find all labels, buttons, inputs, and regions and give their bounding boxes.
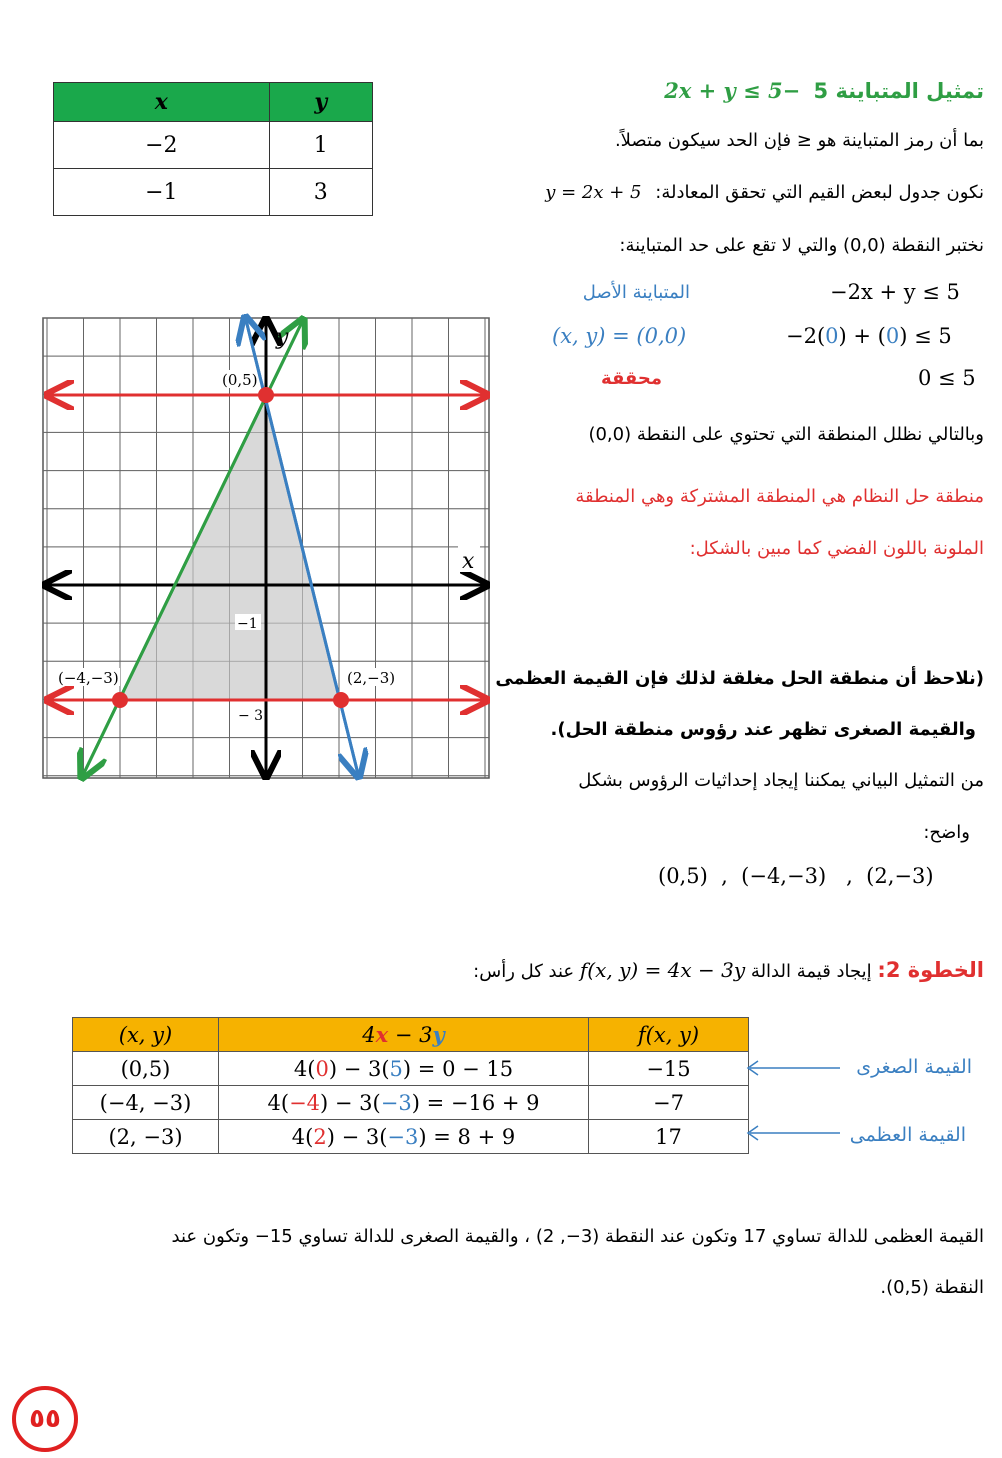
eval-f-value: 17 xyxy=(589,1120,749,1154)
line-solution-region-1: منطقة حل النظام هي المنطقة المشتركة وهي المنطقة xyxy=(575,486,984,507)
evaluation-table-header xyxy=(73,1018,749,1052)
table-cell: −1 xyxy=(54,169,270,216)
min-value-label: القيمة الصغرى xyxy=(856,1056,972,1078)
check2-mid: ) + ( xyxy=(838,324,886,348)
eval-f-value: −15 xyxy=(589,1052,749,1086)
step2-line xyxy=(473,958,984,982)
line-vertices-intro: من التمثيل البياني يمكننا إيجاد إحداثيات الرؤوس بشكل xyxy=(578,770,984,791)
max-value-label: القيمة العظمى xyxy=(849,1124,966,1146)
line-note-1: (نلاحظ أن منطقة الحل مغلقة لذلك فإن القيمة العظمى xyxy=(495,668,984,689)
eval-work: 4(0) − 3(5) = 0 − 15 xyxy=(219,1052,589,1086)
line-shade: وبالتالي نظلل المنطقة التي تحتوي على النقطة (0,0) xyxy=(588,424,984,445)
table-row xyxy=(73,1086,749,1120)
check2-post: ) ≤ 5 xyxy=(899,324,952,348)
vertex-minus4-minus3 xyxy=(112,692,128,708)
eval-x: −4 xyxy=(289,1090,321,1115)
eval-y: 5 xyxy=(389,1056,403,1081)
tick-label-minus1: −1 xyxy=(237,616,258,632)
eval-work: 4(2) − 3(−3) = 8 + 9 xyxy=(219,1120,589,1154)
line-clear: واضح: xyxy=(923,822,970,843)
value-table xyxy=(53,82,373,216)
eval-header-f: f(x, y) xyxy=(589,1018,749,1052)
boundary-equation: y = 2x + 5 xyxy=(545,182,642,203)
vertices-list: (0,5) , (−4,−3) , (2,−3) xyxy=(658,864,934,888)
value-table-header xyxy=(54,83,373,122)
page-number-badge: ٥٥ xyxy=(12,1386,78,1452)
table-intro-text: نكون جدول لبعض القيم التي تحقق المعادلة: xyxy=(655,182,984,203)
step2-label: الخطوة 2: xyxy=(877,958,984,982)
check2-expression xyxy=(786,324,952,348)
eval-point: (0,5) xyxy=(73,1052,219,1086)
eval-x: 2 xyxy=(313,1124,327,1149)
vertex-2-minus3 xyxy=(333,692,349,708)
eval-point: (2, −3) xyxy=(73,1120,219,1154)
table-row xyxy=(73,1120,749,1154)
eval-work: 4(−4) − 3(−3) = −16 + 9 xyxy=(219,1086,589,1120)
line-table-intro xyxy=(545,182,984,203)
label-vertex-0-5: (0,5) xyxy=(222,371,258,389)
step2-text: إيجاد قيمة الدالة xyxy=(750,961,872,982)
line-solution-region-2: الملونة باللون الفضي كما مبين بالشكل: xyxy=(689,538,984,559)
table-cell: 1 xyxy=(269,122,372,169)
heading-expression: −2x + y ≤ 5 xyxy=(664,78,801,103)
eval-rhs: 0 − 15 xyxy=(442,1056,514,1081)
eval-header-point: (x, y) xyxy=(73,1018,219,1052)
eval-header-expression: 4x − 3y xyxy=(219,1018,589,1052)
conclusion-line-1: القيمة العظمى للدالة تساوي 17 وتكون عند النقطة (3−, 2) ، والقيمة الصغرى للدالة تساوي 15− وتكون عند xyxy=(171,1226,984,1247)
conclusion-line-2: النقطة (0,5). xyxy=(880,1277,984,1298)
check2-pre: −2( xyxy=(786,324,826,348)
check1-label: المتباينة الأصل xyxy=(582,282,690,303)
x-axis-label: x xyxy=(462,549,475,574)
line-boundary-solid: بما أن رمز المتباينة هو ≤ فإن الحد سيكون متصلاً. xyxy=(614,130,984,151)
eval-point: (−4, −3) xyxy=(73,1086,219,1120)
check2-a: 0 xyxy=(825,324,839,348)
check2-b: 0 xyxy=(885,324,900,348)
check3-expression: 0 ≤ 5 xyxy=(918,366,976,390)
table-row xyxy=(54,122,373,169)
label-vertex-2-minus3: (2,−3) xyxy=(347,669,396,687)
line-note-2: والقيمة الصغرى تظهر عند رؤوس منطقة الحل). xyxy=(550,719,976,740)
table-row xyxy=(73,1052,749,1086)
tick-label-minus3: − 3 xyxy=(238,708,264,724)
y-axis-label: y xyxy=(276,325,289,350)
solution-graph xyxy=(40,312,496,782)
step2-function: f(x, y) = 4x − 3y xyxy=(579,958,746,982)
section-heading xyxy=(664,78,984,103)
eval-y: −3 xyxy=(380,1090,412,1115)
heading-title: تمثيل المتباينة 5 xyxy=(813,79,984,103)
table-cell: 3 xyxy=(269,169,372,216)
check1-expression: −2x + y ≤ 5 xyxy=(830,280,960,304)
eval-y: −3 xyxy=(387,1124,419,1149)
min-arrow-icon xyxy=(744,1058,844,1078)
eval-rhs: 8 + 9 xyxy=(457,1124,516,1149)
value-table-header-x: x xyxy=(54,83,270,122)
eval-rhs: −16 + 9 xyxy=(450,1090,540,1115)
eval-f-value: −7 xyxy=(589,1086,749,1120)
eval-x: 0 xyxy=(315,1056,329,1081)
line-test-point: نختبر النقطة (0,0) والتي لا تقع على حد المتباينة: xyxy=(619,235,984,256)
check2-label: (x, y) = (0,0) xyxy=(552,324,687,348)
table-row xyxy=(54,169,373,216)
evaluation-table xyxy=(72,1017,749,1154)
label-vertex-minus4-minus3: (−4,−3) xyxy=(58,669,119,687)
step2-tail: عند كل رأس: xyxy=(473,961,575,982)
check3-label: محققة xyxy=(601,368,662,389)
table-cell: −2 xyxy=(54,122,270,169)
max-arrow-icon xyxy=(744,1123,844,1143)
vertex-0-5 xyxy=(258,387,274,403)
value-table-header-y: y xyxy=(269,83,372,122)
